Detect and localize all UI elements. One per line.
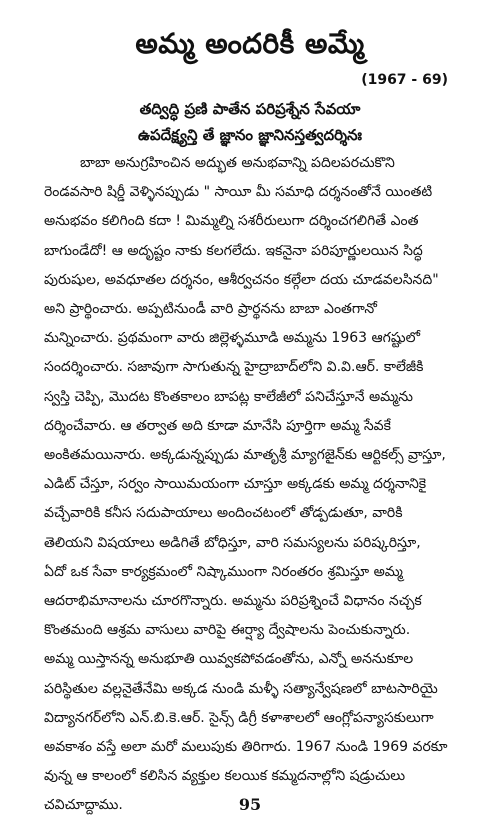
body-line: అవకాశం వస్తే అలా మరో మలుపుకు తిరిగారు. 1967 నుండి 1969 వరకూ xyxy=(44,739,448,755)
body-line: కొంతమంది ఆశ్రమ వాసులు వారిపై ఈర్ష్యా ద్వేషాలను పెంచుకున్నారు. xyxy=(44,622,411,639)
body-line: పరిస్థితుల వల్లనైతేనేమి అక్కడ నుండి మళ్ళీ సత్యాన్వేషణలో బాటసారియై xyxy=(44,680,438,697)
body-line: విద్యానగర్‌లోని ఎన్.బి.కె.ఆర్. సైన్స్ డిగ్రీ కళాశాలలో ఆంగ్లోపన్యాసకులుగా xyxy=(44,709,434,726)
body-line: చవిచూద్దాము. xyxy=(44,797,123,814)
body-line: తెలియని విషయాలు అడిగితే బోధిస్తూ, వారి సమస్యలను పరిష్కరిస్తూ, xyxy=(44,534,421,551)
body-line: అంకితమయినారు. అక్కడున్నప్పుడు మాతృశ్రీ మ్యాగజైన్‌కు ఆర్టికల్స్ వ్రాస్తూ, xyxy=(44,447,446,463)
body-line: బాగుండేదో! ఆ అదృష్టం నాకు కలగలేదు. ఇకనైనా పరిపూర్ణులయిన సిద్ధ xyxy=(44,242,423,259)
body-line: బాబా అనుగ్రహించిన అద్భుత అనుభవాన్ని పదిలపరచుకొని xyxy=(80,155,395,171)
body-line: ఆదరాభిమానాలను చూరగొన్నారు. అమ్మను పరిప్రశ్నించే విధానం నచ్చక xyxy=(44,593,422,609)
body-line: ఎడిట్ చేస్తూ, సర్వం సాయిమయంగా చూస్తూ అక్కడకు అమ్మ దర్శనానికై xyxy=(44,476,427,493)
sanskrit-quote-line-1: తద్విద్ధి ప్రణి పాతేన పరిప్రశ్నేన సేవయా xyxy=(139,100,361,118)
body-line: మన్నించారు. ప్రథమంగా వారు జిల్లెళ్ళమూడి అమ్మను 1963 ఆగష్టులో xyxy=(44,330,421,347)
page-number: 95 xyxy=(238,795,262,814)
body-line: దర్శించేవారు. ఆ తర్వాత అది కూడా మానేసి పూర్తిగా అమ్మ సేవకే xyxy=(44,417,391,434)
sanskrit-quote-line-2: ఉపదేక్ష్యన్తి తే జ్ఞానం జ్ఞానినస్తత్వదర్శినః xyxy=(137,126,363,144)
body-line: అమ్మ యిస్తానన్న అనుభూతి యివ్వకపోవడంతోను, ఎన్నో అననుకూల xyxy=(44,651,414,668)
body-line: వున్న ఆ కాలంలో కలిసిన వ్యక్తుల కలయిక కమ్మదనాల్లోని షడ్రుచులు xyxy=(44,768,406,785)
body-line: వచ్చేవారికి కనీస సదుపాయాలు అందించటంలో తోడ్పడుతూ, వారికి xyxy=(44,505,403,522)
body-line: సందర్శించారు. సజావుగా సాగుతున్న హైద్రాబాద్‌లోని వి.వి.ఆర్. కాలేజీకి xyxy=(44,359,424,376)
body-line: ఏదో ఒక సేవా కార్యక్రమంలో నిష్కాముంగా నిరంతరం శ్రమిస్తూ అమ్మ xyxy=(44,563,403,580)
body-line: పురుషుల, అవధూతల దర్శనం, ఆశీర్వచనం కల్గేలా దయ చూడవలసినది" xyxy=(44,271,439,288)
body-line: స్వస్తి చెప్పి, మొదట కొంతకాలం బాపట్ల కాలేజీలో పనిచేస్తూనే అమ్మను xyxy=(44,388,413,405)
body-line: అనుభవం కలిగింది కదా ! మిమ్మల్ని సశరీరులుగా దర్శించగలిగితే ఎంత xyxy=(44,213,419,230)
chapter-title: అమ్మ అందరికీ అమ్మే xyxy=(135,27,365,60)
body-line: రెండవసారి షిర్డీ వెళ్ళినప్పుడు " సాయీ మీ సమాధి దర్శనంతోనే యింతటి xyxy=(44,184,433,201)
body-line: అని ప్రార్థించారు. అప్పటినుండీ వారి ప్రార్థనను బాబా ఎంతగానో xyxy=(44,301,377,317)
year-range: (1967 - 69) xyxy=(361,72,448,88)
